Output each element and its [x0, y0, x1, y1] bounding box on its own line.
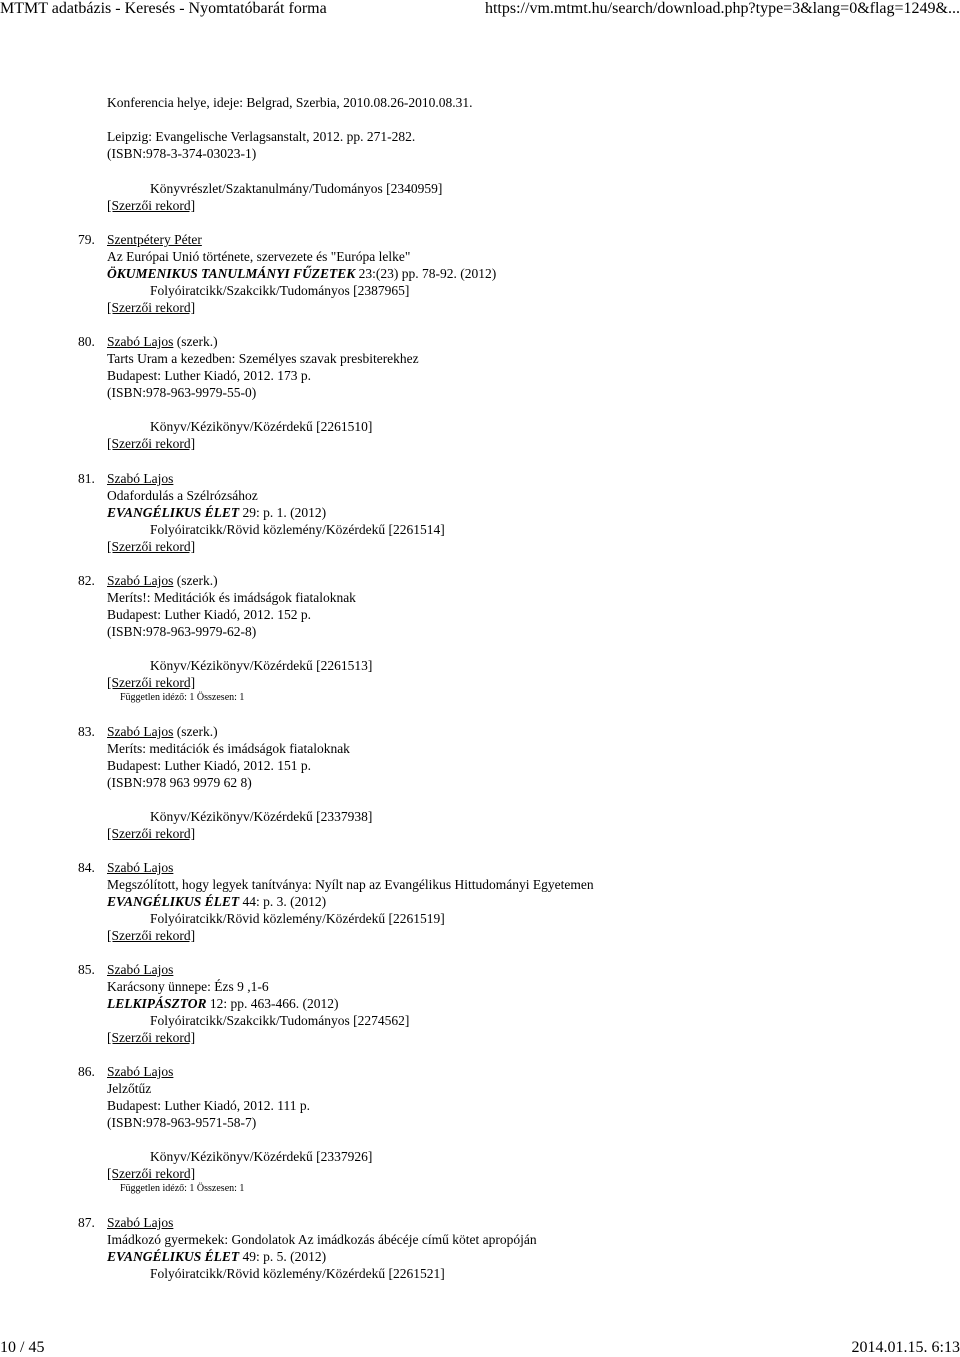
entry-number: 84. — [78, 860, 95, 875]
author-role: (szerk.) — [173, 724, 218, 739]
publication-type: Folyóiratcikk/Rövid közlemény/Közérdekű [2261519] — [150, 911, 445, 926]
author-link[interactable]: Szabó Lajos — [107, 1064, 174, 1079]
browser-page-title: MTMT adatbázis - Keresés - Nyomtatóbarát forma — [0, 0, 327, 17]
isbn: (ISBN:978-963-9979-62-8) — [107, 624, 257, 639]
author-link[interactable]: Szabó Lajos — [107, 471, 174, 486]
author-record-link[interactable]: [Szerzői rekord] — [107, 539, 196, 554]
publisher-info: Budapest: Luther Kiadó, 2012. 152 p. — [107, 607, 311, 622]
author-record-link[interactable]: [Szerzői rekord] — [107, 826, 196, 841]
entry-title: Az Európai Unió története, szervezete és "Európa lelke" — [107, 249, 411, 264]
isbn: (ISBN:978 963 9979 62 8) — [107, 775, 252, 790]
journal-details: 49: p. 5. (2012) — [239, 1249, 327, 1264]
entry-number: 80. — [78, 334, 95, 349]
entry-title: Megszólított, hogy legyek tanítványa: Nyílt nap az Evangélikus Hittudományi Egyetemen — [107, 877, 594, 892]
page-url: https://vm.mtmt.hu/search/download.php?type=3&lang=0&flag=1249&... — [484, 0, 960, 17]
author-role: (szerk.) — [173, 573, 218, 588]
entry-title: Jelzőtűz — [107, 1081, 152, 1096]
journal-name: LELKIPÁSZTOR — [107, 996, 207, 1011]
publication-type: Könyv/Kézikönyv/Közérdekű [2261513] — [150, 658, 373, 673]
publication-type: Könyv/Kézikönyv/Közérdekű [2337938] — [150, 809, 373, 824]
entry-number: 87. — [78, 1215, 95, 1230]
author-link[interactable]: Szabó Lajos — [107, 573, 174, 588]
author-link[interactable]: Szabó Lajos — [107, 1215, 174, 1230]
entry-number: 79. — [78, 232, 95, 247]
citation-count: Független idéző: 1 Összesen: 1 — [120, 692, 245, 703]
author-link[interactable]: Szabó Lajos — [107, 860, 174, 875]
author-link[interactable]: Szentpétery Péter — [107, 232, 202, 247]
publisher-info: Leipzig: Evangelische Verlagsanstalt, 2012. pp. 271-282. — [107, 129, 416, 144]
entry-number: 83. — [78, 724, 95, 739]
author-record-link[interactable]: [Szerzői rekord] — [107, 1166, 196, 1181]
journal-details: 23:(23) pp. 78-92. (2012) — [355, 266, 497, 281]
author-link[interactable]: Szabó Lajos — [107, 334, 174, 349]
author-record-link[interactable]: [Szerzői rekord] — [107, 198, 196, 213]
publication-type: Könyv/Kézikönyv/Közérdekű [2337926] — [150, 1149, 373, 1164]
journal-details: 44: p. 3. (2012) — [239, 894, 327, 909]
publisher-info: Budapest: Luther Kiadó, 2012. 111 p. — [107, 1098, 310, 1113]
author-link[interactable]: Szabó Lajos — [107, 962, 174, 977]
publication-type: Folyóiratcikk/Szakcikk/Tudományos [2274562] — [150, 1013, 410, 1028]
entry-number: 82. — [78, 573, 95, 588]
entry-number: 85. — [78, 962, 95, 977]
author-record-link[interactable]: [Szerzői rekord] — [107, 675, 196, 690]
publisher-info: Budapest: Luther Kiadó, 2012. 151 p. — [107, 758, 311, 773]
isbn: (ISBN:978-963-9571-58-7) — [107, 1115, 257, 1130]
isbn: (ISBN:978-3-374-03023-1) — [107, 146, 257, 161]
author-record-link[interactable]: [Szerzői rekord] — [107, 928, 196, 943]
entry-title: Imádkozó gyermekek: Gondolatok Az imádkozás ábécéje című kötet apropóján — [107, 1232, 537, 1247]
publisher-info: Budapest: Luther Kiadó, 2012. 173 p. — [107, 368, 311, 383]
journal-details: 12: pp. 463-466. (2012) — [206, 996, 339, 1011]
citation-count: Független idéző: 1 Összesen: 1 — [120, 1183, 245, 1194]
author-record-link[interactable]: [Szerzői rekord] — [107, 436, 196, 451]
publication-type: Folyóiratcikk/Szakcikk/Tudományos [2387965] — [150, 283, 410, 298]
journal-name: EVANGÉLIKUS ÉLET — [107, 1249, 240, 1264]
entry-title: Meríts: meditációk és imádságok fiataloknak — [107, 741, 350, 756]
entry-number: 86. — [78, 1064, 95, 1079]
journal-details: 29: p. 1. (2012) — [239, 505, 327, 520]
entry-number: 81. — [78, 471, 95, 486]
author-link[interactable]: Szabó Lajos — [107, 724, 174, 739]
page-counter: 10 / 45 — [0, 1339, 45, 1356]
journal-name: EVANGÉLIKUS ÉLET — [107, 505, 240, 520]
print-datetime: 2014.01.15. 6:13 — [851, 1339, 960, 1356]
publication-type: Folyóiratcikk/Rövid közlemény/Közérdekű [2261514] — [150, 522, 445, 537]
publication-type: Folyóiratcikk/Rövid közlemény/Közérdekű [2261521] — [150, 1266, 445, 1281]
isbn: (ISBN:978-963-9979-55-0) — [107, 385, 257, 400]
entry-title: Meríts!: Meditációk és imádságok fiataloknak — [107, 590, 356, 605]
entry-title: Tarts Uram a kezedben: Személyes szavak presbiterekhez — [107, 351, 419, 366]
author-record-link[interactable]: [Szerzői rekord] — [107, 300, 196, 315]
conference-info: Konferencia helye, ideje: Belgrad, Szerbia, 2010.08.26-2010.08.31. — [107, 95, 473, 110]
author-role: (szerk.) — [173, 334, 218, 349]
journal-name: EVANGÉLIKUS ÉLET — [107, 894, 240, 909]
publication-type: Könyv/Kézikönyv/Közérdekű [2261510] — [150, 419, 373, 434]
author-record-link[interactable]: [Szerzői rekord] — [107, 1030, 196, 1045]
entry-title: Odafordulás a Szélrózsához — [107, 488, 258, 503]
journal-name: ÖKUMENIKUS TANULMÁNYI FŰZETEK — [107, 266, 356, 281]
entry-title: Karácsony ünnepe: Ézs 9 ,1-6 — [107, 979, 269, 994]
publication-type: Könyvrészlet/Szaktanulmány/Tudományos [2340959] — [150, 181, 443, 196]
